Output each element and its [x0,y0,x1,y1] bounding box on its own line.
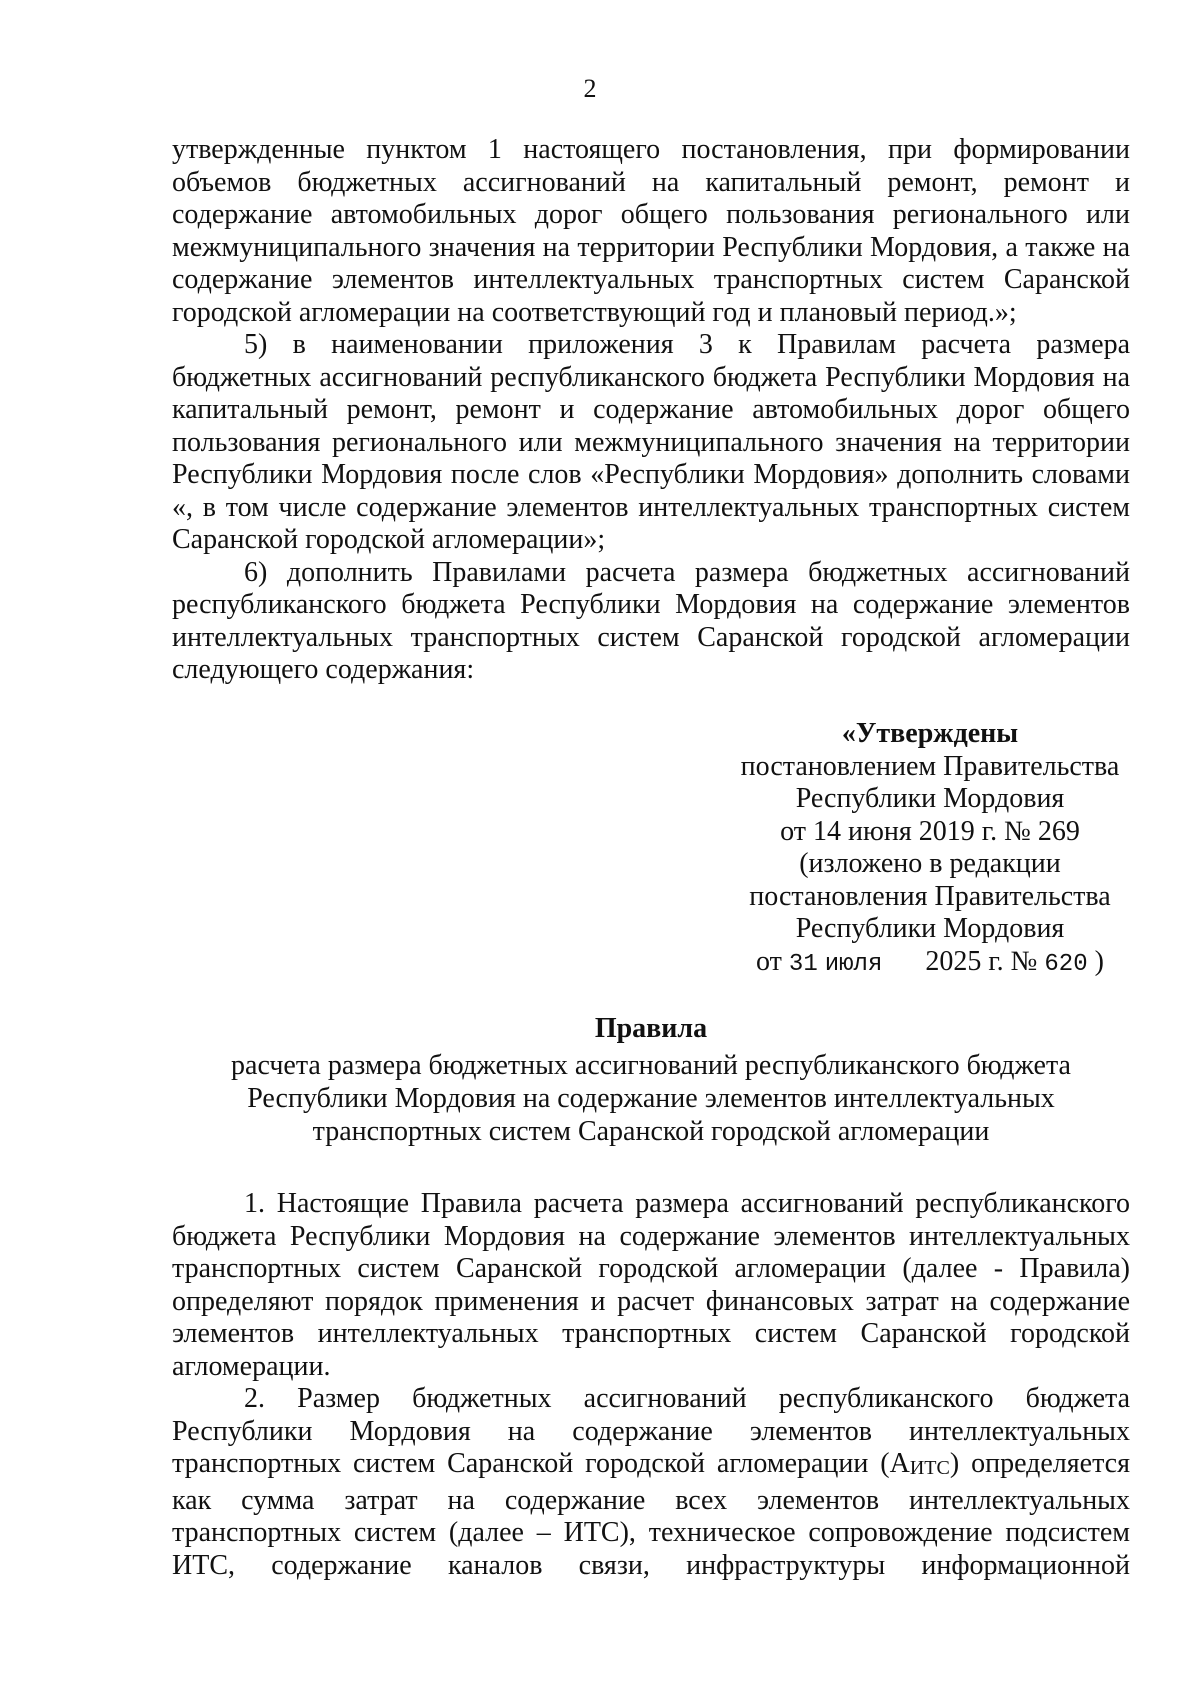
approval-date-line [720,946,1140,982]
page-number: 2 [583,74,597,103]
intro-line: содержание автомобильных дорог общего пользования регионального или [172,199,1130,230]
intro-line: на содержание элементов интеллектуальных транспортных систем Саранской [172,231,1130,295]
approval-date-day: 31 [788,950,818,978]
approval-line: постановлением Правительства [740,750,1120,782]
approval-line: Республики Мордовия [795,913,1065,944]
rules-heading: Правила [594,1013,708,1044]
intro-line: объемов бюджетных ассигнований на капитальный ремонт, ремонт и [172,166,1130,198]
intro-line: городской агломерации на соответствующий год и плановый период.»; [172,296,1017,328]
intro-line: утвержденные пунктом 1 настоящего постановления, при формировании [172,134,1130,165]
intro-line: межмуниципального значения на территории Республики Мордовия, а также [172,231,1096,263]
rules-subtitle-line: расчета размера бюджетных ассигнований республиканского бюджета [231,1050,1071,1081]
approval-date-prefix: от [756,945,782,977]
rules-paragraph-1: 1. Настоящие Правила расчета размера ассигнований республиканского бюджета Республики Мордовия на содержание элементов интеллектуальных транспортных систем Саранской городской агломерации (далее - Правила) определяют порядок применения и расчет финансовых затрат на содержание элементов интеллектуальных транспортных систем Саранской городской агломерации. [172,1188,1130,1382]
item-6-paragraph: 6) дополнить Правилами расчета размера бюджетных ассигнований республиканского бюджета Республики Мордовия на содержание элементов интеллектуальных транспортных систем Саранской городской агломерации следующего содержания: [172,556,1130,685]
p2-text-before: 2. Размер бюджетных ассигнований республиканского бюджета Республики Мордовия на содержание элементов интеллектуальных транспортных систем Саранской городской агломерации (А [172,1383,1130,1479]
rules-title-block [172,1012,1130,1148]
amendment-text [172,134,1130,687]
approval-date-close: ) [1094,945,1104,977]
approval-line: от 14 июня 2019 г. № 269 [780,815,1080,847]
rules-paragraph-2 [172,1383,1130,1582]
rules-subtitle-line: транспортных систем Саранской городской агломерации [312,1116,990,1147]
approval-line: постановления Правительства [749,880,1111,912]
approval-date-year: 2025 г. № [925,945,1038,977]
intro-paragraph [172,134,1130,329]
approval-line: (изложено в редакции [799,848,1061,879]
p2-text-after: ) определяется как сумма затрат на содержание всех элементов интеллектуальных транспортных систем (далее – ИТС), техническое сопровождение подсистем ИТС, содержание каналов связи, инфраструктуры информационной [172,1448,1130,1581]
rules-subtitle-line: Республики Мордовия на содержание элементов интеллектуальных [247,1083,1055,1114]
approval-date-month: июля [824,950,883,978]
approval-date-number: 620 [1044,950,1088,978]
item-5-paragraph: 5) в наименовании приложения 3 к Правилам расчета размера бюджетных ассигнований республиканского бюджета Республики Мордовия на капитальный ремонт, ремонт и содержание автомобильных дорог общего пользования регионального или межмуниципального значения на территории Республики Мордовия после слов «Республики Мордовия» дополнить словами «, в том числе содержание элементов интеллектуальных транспортных систем Саранской городской агломерации»; [172,329,1130,555]
p2-subscript: ИТС [909,1457,950,1479]
approval-stamp-block [720,718,1140,981]
approval-line: Республики Мордовия [795,783,1065,814]
approval-title: «Утверждены [841,718,1019,749]
rules-text [172,1188,1130,1582]
